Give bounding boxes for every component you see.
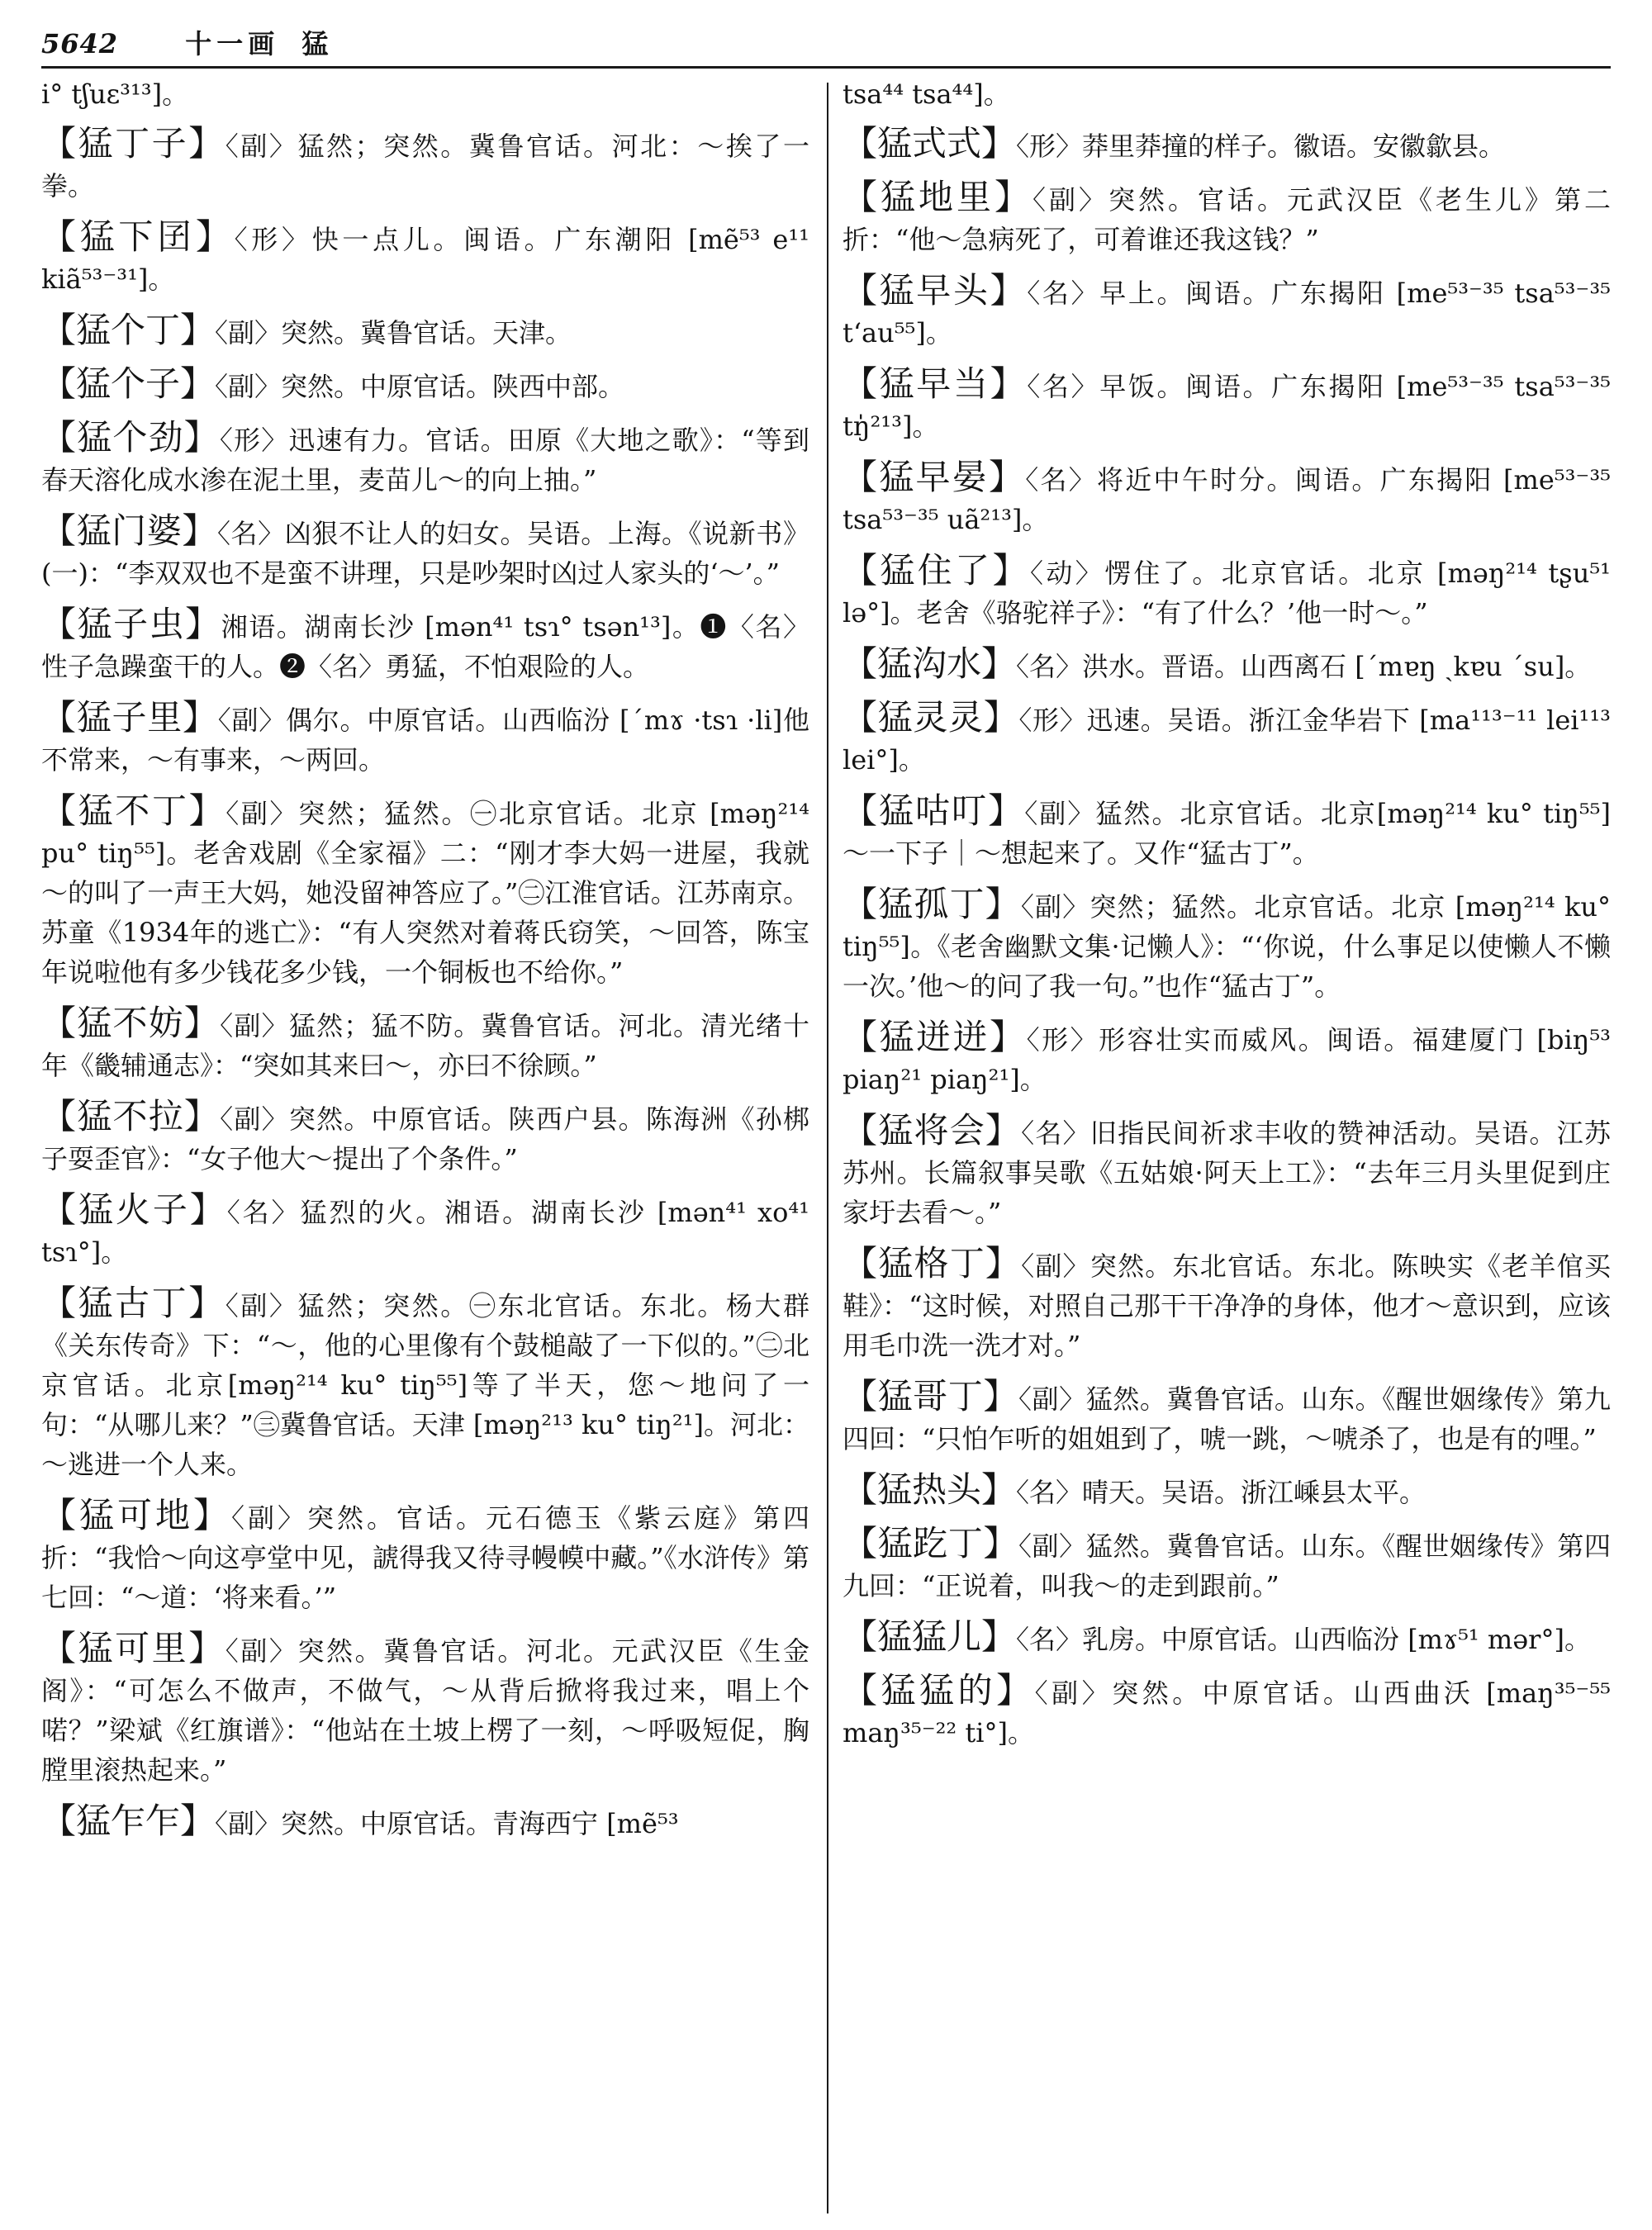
entry-definition: 〈副〉突然。中原官话。山西曲沃 [maŋ³⁵⁻⁵⁵ maŋ³⁵⁻²² ti°]。 xyxy=(843,1677,1611,1748)
header-character: 猛 xyxy=(301,28,329,59)
entry-headword: 【猛不拉】 xyxy=(41,1096,221,1136)
entry-headword: 【猛火子】 xyxy=(41,1189,227,1230)
entry-definition: 〈形〉迅速有力。官话。田原《大地之歌》：“等到春天溶化成水渗在泥土里，麦苗儿～的向上抽。” xyxy=(41,425,809,496)
page-number: 5642 xyxy=(41,28,119,59)
entry-definition: 〈名〉早上。闽语。广东揭阳 [me⁵³⁻³⁵ tsa⁵³⁻³⁵ tʻau⁵⁵]。 xyxy=(843,278,1611,349)
left-column xyxy=(41,74,809,1855)
entry-headword: 【猛灵灵】 xyxy=(843,697,1019,738)
entry-headword: 【猛格丁】 xyxy=(843,1243,1022,1283)
dictionary-entry xyxy=(843,1524,1611,1606)
entry-headword: 【猛子里】 xyxy=(41,697,218,738)
dictionary-entry xyxy=(41,511,809,593)
entry-definition: 〈名〉早饭。闽语。广东揭阳 [me⁵³⁻³⁵ tsa⁵³⁻³⁵ tŋ̍²¹³]。 xyxy=(843,371,1611,442)
dictionary-entry xyxy=(843,1244,1611,1365)
dictionary-entry xyxy=(843,458,1611,539)
entry-definition: 〈副〉偶尔。中原官话。山西临汾 [ˊmɤ ·tsɿ ·li]他不常来，～有事来，～两回。 xyxy=(41,705,809,776)
entry-headword: 【猛个劲】 xyxy=(41,417,220,458)
entry-definition: 〈副〉猛然；突然。㊀东北官话。东北。杨大群《关东传奇》下：“～，他的心里像有个鼓槌敲了一下似的。”㊁北京官话。北京[məŋ²¹⁴ ku° tiŋ⁵⁵]等了半天，您～地问了一句：“从哪儿来？”㊂冀鲁官话。天津 [məŋ²¹³ ku° tiŋ²¹]。河北：～逃进一个人来。 xyxy=(41,1290,809,1480)
entry-definition: 〈副〉突然。冀鲁官话。河北。元武汉臣《生金阁》：“可怎么不做声，不做气，～从背后掀将我过来，唱上个喏？”梁斌《红旗谱》：“他站在土坡上楞了一刻，～呼吸短促，胸膛里滚热起来。” xyxy=(41,1635,809,1786)
entry-definition: 〈动〉愣住了。北京官话。北京 [məŋ²¹⁴ tʂu⁵¹ lə°]。老舍《骆驼祥子》：“有了什么？’他一时～。” xyxy=(843,558,1611,629)
dictionary-entry xyxy=(843,551,1611,633)
entry-headword: 【猛可地】 xyxy=(41,1495,231,1535)
entry-headword: 【猛住了】 xyxy=(843,550,1030,591)
dictionary-entry xyxy=(843,885,1611,1006)
entry-definition: 〈副〉突然。东北官话。东北。陈映实《老羊倌买鞋》：“这时候，对照自己那干干净净的身体，他才～意识到，应该用毛巾洗一洗才对。” xyxy=(843,1250,1611,1361)
entry-headword: 【猛迸迸】 xyxy=(843,1017,1027,1057)
entry-definition: 湘语。湖南长沙 [mən⁴¹ tsɿ° tsən¹³]。❶〈名〉性子急躁蛮干的人。❷〈名〉勇猛，不怕艰险的人。 xyxy=(41,611,809,682)
entry-headword: 【猛趷丁】 xyxy=(843,1523,1018,1563)
entry-definition: 〈名〉将近中午时分。闽语。广东揭阳 [me⁵³⁻³⁵ tsa⁵³⁻³⁵ uã²¹³]。 xyxy=(843,464,1611,535)
entry-definition: 〈副〉猛然；猛不防。冀鲁官话。河北。清光绪十年《畿辅通志》：“突如其来曰～，亦曰不徐顾。” xyxy=(41,1010,809,1081)
dictionary-entry xyxy=(843,271,1611,353)
dictionary-entry xyxy=(843,364,1611,446)
entry-headword: 【猛不妨】 xyxy=(41,1003,221,1043)
dictionary-entry xyxy=(41,1629,809,1790)
entry-headword: 【猛门婆】 xyxy=(41,510,217,551)
dictionary-entry xyxy=(41,791,809,992)
entry-definition: 〈名〉洪水。晋语。山西离石 [ˊmɐŋ ˏkɐu ˊsu]。 xyxy=(1016,651,1592,682)
entry-headword: 【猛不丁】 xyxy=(41,790,226,831)
dictionary-entry xyxy=(41,124,809,206)
entry-headword: 【猛丁子】 xyxy=(41,123,225,164)
dictionary-entry xyxy=(843,1671,1611,1753)
entry-definition: 〈副〉猛然。冀鲁官话。山东。《醒世姻缘传》第四九回：“正说着，叫我～的走到跟前。” xyxy=(843,1530,1611,1601)
entry-definition: 〈副〉突然。冀鲁官话。天津。 xyxy=(215,317,572,349)
entry-definition: 〈形〉莽里莽撞的样子。徽语。安徽歙县。 xyxy=(1016,130,1506,162)
dictionary-entry xyxy=(843,1470,1611,1512)
entry-headword: 【猛早当】 xyxy=(843,363,1028,404)
entry-headword: 【猛猛儿】 xyxy=(843,1616,1017,1657)
continuation-text: tsa⁴⁴ tsa⁴⁴]。 xyxy=(843,78,1010,110)
entry-headword: 【猛个丁】 xyxy=(41,310,216,350)
dictionary-entry xyxy=(41,1190,809,1272)
entry-definition: 〈名〉晴天。吴语。浙江嵊县太平。 xyxy=(1016,1477,1427,1508)
section-label: 十一画 xyxy=(185,28,280,59)
dictionary-entry xyxy=(41,311,809,353)
dictionary-entry xyxy=(843,644,1611,686)
header-rule xyxy=(41,66,1611,69)
entry-definition: 〈形〉迅速。吴语。浙江金华岩下 [ma¹¹³⁻¹¹ lei¹¹³ lei°]。 xyxy=(843,705,1611,776)
dictionary-entry xyxy=(843,1111,1611,1232)
entry-headword: 【猛咕叮】 xyxy=(843,790,1025,831)
entry-headword: 【猛式式】 xyxy=(843,123,1017,164)
entry-definition: 〈副〉突然。官话。元武汉臣《老生儿》第二折：“他～急病死了，可着谁还我这钱？” xyxy=(843,184,1611,255)
dictionary-entry xyxy=(41,1004,809,1085)
entry-headword: 【猛早晏】 xyxy=(843,457,1026,497)
entry-headword: 【猛可里】 xyxy=(41,1628,225,1668)
page-header xyxy=(41,23,1611,64)
dictionary-entry xyxy=(843,1377,1611,1459)
entry-definition: 〈名〉猛烈的火。湘语。湖南长沙 [mən⁴¹ xo⁴¹ tsɿ°]。 xyxy=(41,1197,809,1268)
dictionary-entry xyxy=(41,698,809,780)
entry-definition: 〈副〉猛然。北京官话。北京[məŋ²¹⁴ ku° tiŋ⁵⁵] ～一下子｜～想起来了。又作“猛古丁”。 xyxy=(843,798,1611,869)
continuation-text: i° tʃuɛ³¹³]。 xyxy=(41,78,189,110)
entry-definition: 〈副〉突然。官话。元石德玉《紫云庭》第四折：“我恰～向这亭堂中见，諕得我又待寻幔幙中藏。”《水浒传》第七回：“～道：‘将来看。’” xyxy=(41,1502,809,1613)
entry-definition: 〈形〉形容壮实而威风。闽语。福建厦门 [biŋ⁵³ piaŋ²¹ piaŋ²¹]。 xyxy=(843,1024,1611,1095)
entry-headword: 【猛古丁】 xyxy=(41,1283,225,1323)
entry-definition: 〈名〉乳房。中原官话。山西临汾 [mɤ⁵¹ mər°]。 xyxy=(1016,1624,1591,1655)
right-column xyxy=(843,74,1611,1764)
dictionary-entry xyxy=(41,364,809,406)
column-divider xyxy=(827,83,828,2213)
entry-headword: 【猛早头】 xyxy=(843,270,1028,311)
entry-headword: 【猛个子】 xyxy=(41,363,216,404)
entry-definition: 〈名〉旧指民间祈求丰收的赞神活动。吴语。江苏苏州。长篇叙事吴歌《五姑娘·阿天上工》：“去年三月头里促到庄家圩去看～。” xyxy=(843,1117,1611,1228)
entry-definition: 〈形〉快一点儿。闽语。广东潮阳 [mẽ⁵³ e¹¹ kiã⁵³⁻³¹]。 xyxy=(41,224,809,295)
entry-definition: 〈副〉猛然。冀鲁官话。山东。《醒世姻缘传》第九四回：“只怕乍听的姐姐到了，唬一跳，～唬杀了，也是有的哩。” xyxy=(843,1383,1611,1454)
entry-definition: 〈副〉突然。中原官话。陕西中部。 xyxy=(215,371,625,402)
dictionary-entry xyxy=(843,1617,1611,1659)
entry-headword: 【猛将会】 xyxy=(843,1110,1022,1151)
entry-headword: 【猛猛的】 xyxy=(843,1670,1035,1710)
dictionary-entry xyxy=(41,1496,809,1617)
dictionary-entry xyxy=(843,698,1611,780)
dictionary-entry xyxy=(843,791,1611,873)
dictionary-entry xyxy=(843,124,1611,166)
entry-headword: 【猛乍乍】 xyxy=(41,1801,216,1841)
entry-definition: 〈副〉猛然；突然。冀鲁官话。河北：～挨了一拳。 xyxy=(41,130,809,202)
entry-headword: 【猛沟水】 xyxy=(843,643,1017,684)
entry-headword: 【猛热头】 xyxy=(843,1469,1017,1510)
entry-headword: 【猛子虫】 xyxy=(41,604,221,644)
dictionary-entry xyxy=(843,1018,1611,1099)
entry-definition: 〈副〉突然。中原官话。陕西户县。陈海洲《孙梆子耍歪官》：“女子他大～提出了个条件。” xyxy=(41,1103,809,1174)
dictionary-entry xyxy=(41,1801,809,1843)
dictionary-entry xyxy=(41,217,809,299)
entry-headword: 【猛地里】 xyxy=(843,177,1032,217)
entry-headword: 【猛孤丁】 xyxy=(843,884,1021,924)
entry-headword: 【猛下囝】 xyxy=(41,216,235,257)
dictionary-entry xyxy=(41,1283,809,1484)
entry-definition: 〈副〉突然；猛然。㊀北京官话。北京 [məŋ²¹⁴ pu° tiŋ⁵⁵]。老舍戏剧《全家福》二：“刚才李大妈一进屋，我就～的叫了一声王大妈，她没留神答应了。”㊁江淮官话。江苏南京。苏童《1934年的逃亡》：“有人突然对着蒋氏窃笑，～回答，陈宝年说啦他有多少钱花多少钱，一个铜板也不给你。” xyxy=(41,798,809,988)
dictionary-entry xyxy=(41,1097,809,1179)
entry-headword: 【猛哥丁】 xyxy=(843,1376,1018,1416)
entry-definition: 〈副〉突然。中原官话。青海西宁 [mẽ⁵³ xyxy=(215,1808,679,1839)
dictionary-entry xyxy=(843,178,1611,259)
entry-definition: 〈副〉突然；猛然。北京官话。北京 [məŋ²¹⁴ ku° tiŋ⁵⁵]。《老舍幽默文集·记懒人》：“‘你说，什么事足以使懒人不懒一次。’他～的问了我一句。”也作“猛古丁”。 xyxy=(843,891,1611,1002)
dictionary-entry xyxy=(41,605,809,686)
entry-definition: 〈名〉凶狠不让人的妇女。吴语。上海。《说新书》(一)：“李双双也不是蛮不讲理，只是吵架时凶过人家头的‘～’。” xyxy=(41,518,809,589)
dictionary-entry xyxy=(41,418,809,500)
